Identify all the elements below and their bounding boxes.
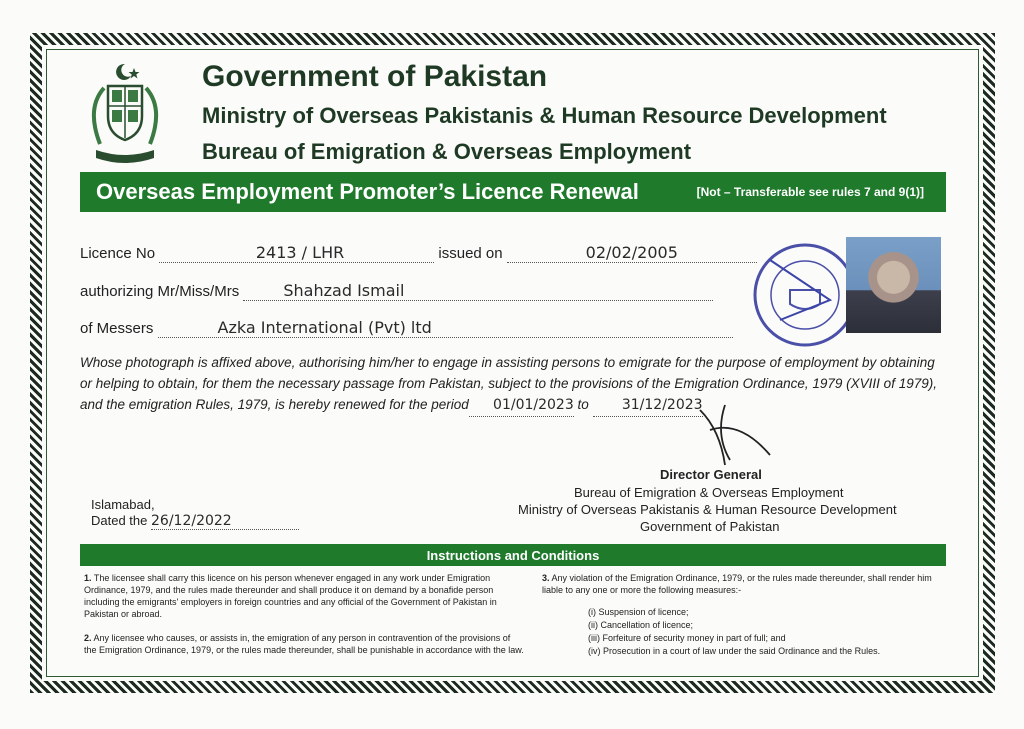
instructions-title: Instructions and Conditions — [426, 547, 600, 563]
signatory-title: Director General — [660, 467, 762, 482]
condition-3: 3. Any violation of the Emigration Ordinance, 1979, or the rules made thereunder, shall render him liable to any one or more the following measures:- — [542, 573, 932, 595]
condition-1: 1. The licensee shall carry this licence on his person whenever engaged in any work under Emigration Ordinance, 1979, and the rules made thereunder and shall produce it on demand by a bonafide person including the emigrants' employers in foreign countries and any official of the Government of Pakistan in Pakistan or abroad. — [84, 573, 497, 619]
authorizing-label: authorizing Mr/Miss/Mrs — [80, 283, 240, 300]
licence-number: 2413 / LHR — [255, 243, 345, 262]
signature-icon — [690, 400, 780, 470]
licence-title: Overseas Employment Promoter’s Licence Renewal — [96, 179, 639, 204]
transfer-note: [Not – Transferable see rules 7 and 9(1)] — [696, 185, 924, 199]
ministry-heading: Ministry of Overseas Pakistanis & Human Resource Development — [202, 103, 887, 128]
renewal-text: Whose photograph is affixed above, authorising him/her to engage in assisting persons to emigrate for the purpose of employment by obtaining or helping to obtain, for them the necessary passage from Pakistan, subject to the provisions of the Emigration Ordinance, 1979 (XVIII of 1979), and the emigration Rules, 1979, is hereby renewed for the period — [80, 355, 937, 412]
renewal-paragraph — [80, 352, 950, 417]
signatory-bureau: Bureau of Emigration & Overseas Employment — [574, 485, 844, 500]
signatory-ministry: Ministry of Overseas Pakistanis & Human Resource Development — [518, 502, 897, 517]
bureau-heading: Bureau of Emigration & Overseas Employment — [202, 139, 692, 164]
state-emblem-icon — [78, 58, 172, 164]
measure-4: (iv) Prosecution in a court of law under the said Ordinance and the Rules. — [588, 646, 881, 656]
measure-1: (i) Suspension of licence; — [588, 607, 689, 617]
company-name: Azka International (Pvt) ltd — [217, 318, 432, 337]
condition-2: 2. Any licensee who causes, or assists in, the emigration of any person in contravention of the provisions of the Emigration Ordinance, 1979, or the rules made thereunder, shall be punishable in accordance with the law. — [84, 633, 524, 655]
authorizing-row — [80, 281, 713, 301]
signatory-government: Government of Pakistan — [640, 519, 780, 534]
page-title: Government of Pakistan — [202, 60, 548, 93]
messers-row — [80, 318, 733, 338]
place-city: Islamabad, — [91, 497, 155, 512]
dated-row — [91, 513, 299, 530]
measure-2: (ii) Cancellation of licence; — [588, 620, 694, 630]
person-name: Shahzad Ismail — [283, 281, 405, 300]
period-from: 01/01/2023 — [493, 397, 574, 413]
issued-date: 02/02/2005 — [585, 243, 678, 262]
measure-3: (iii) Forfeiture of security money in part of full; and — [588, 633, 786, 643]
messers-label: of Messers — [80, 320, 154, 337]
instructions-band — [80, 544, 946, 566]
licence-row — [80, 243, 757, 263]
licence-label: Licence No — [80, 245, 156, 262]
official-stamp-icon — [750, 240, 860, 350]
issued-label: issued on — [438, 245, 503, 262]
period-to: 31/12/2023 — [621, 397, 703, 413]
licence-title-band — [80, 172, 946, 212]
licensee-photo — [846, 237, 941, 333]
to-label: to — [577, 397, 589, 412]
measures-list — [588, 606, 880, 658]
dated-value: 26/12/2022 — [151, 513, 232, 529]
dated-label: Dated the — [91, 513, 148, 528]
